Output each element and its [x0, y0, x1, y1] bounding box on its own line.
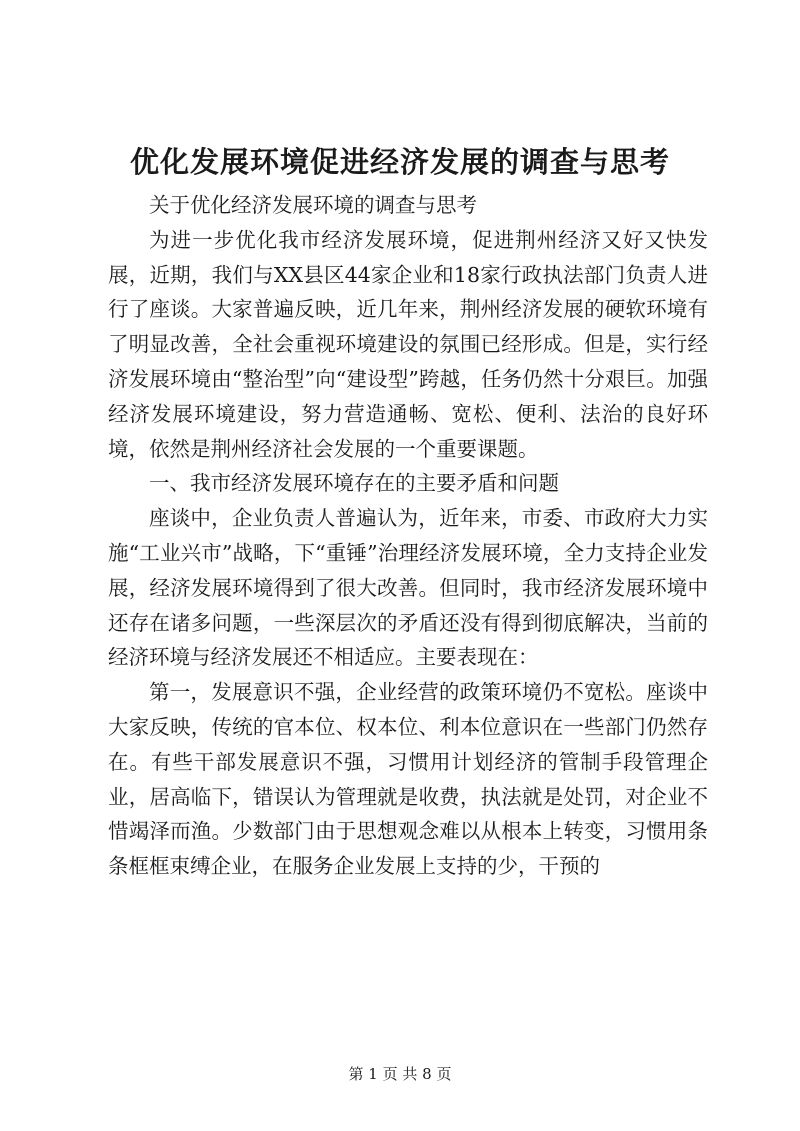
intro-paragraph: 为进一步优化我市经济发展环境，促进荆州经济又好又快发展，近期，我们与XX县区44家企业和18家行政执法部门负责人进行了座谈。大家普遍反映，近几年来，荆州经济发展的硬软环境有了明显改善，全社会重视环境建设的氛围已经形成。但是，实行经济发展环境由“整治型”向“建设型”跨越，任务仍然十分艰巨。加强经济发展环境建设，努力营造通畅、宽松、便利、法治的良好环境，依然是荆州经济社会发展的一个重要课题。 [108, 227, 708, 461]
document-body [108, 188, 708, 884]
body-paragraph: 第一，发展意识不强，企业经营的政策环境仍不宽松。座谈中大家反映，传统的官本位、权本位、利本位意识在一些部门仍然存在。有些干部发展意识不强，习惯用计划经济的管制手段管理企业，居高临下，错误认为管理就是收费，执法就是处罚，对企业不惜竭泽而渔。少数部门由于思想观念难以从根本上转变，习惯用条条框框束缚企业，在服务企业发展上支持的少，干预的 [108, 680, 708, 879]
section-heading: 一、我市经济发展环境存在的主要矛盾和问题 [149, 471, 559, 496]
page-footer: 第 1 页 共 8 页 [348, 1065, 452, 1083]
document-title: 优化发展环境促进经济发展的调查与思考 [129, 145, 670, 179]
subtitle-paragraph: 关于优化经济发展环境的调查与思考 [149, 193, 477, 217]
body-paragraph: 座谈中，企业负责人普遍认为，近年来，市委、市政府大力实施“工业兴市”战略，下“重锤”治理经济发展环境，全力支持企业发展，经济发展环境得到了很大改善。但同时，我市经济发展环境中还存在诸多问题，一些深层次的矛盾还没有得到彻底解决，当前的经济环境与经济发展还不相适应。主要表现在： [108, 506, 708, 670]
